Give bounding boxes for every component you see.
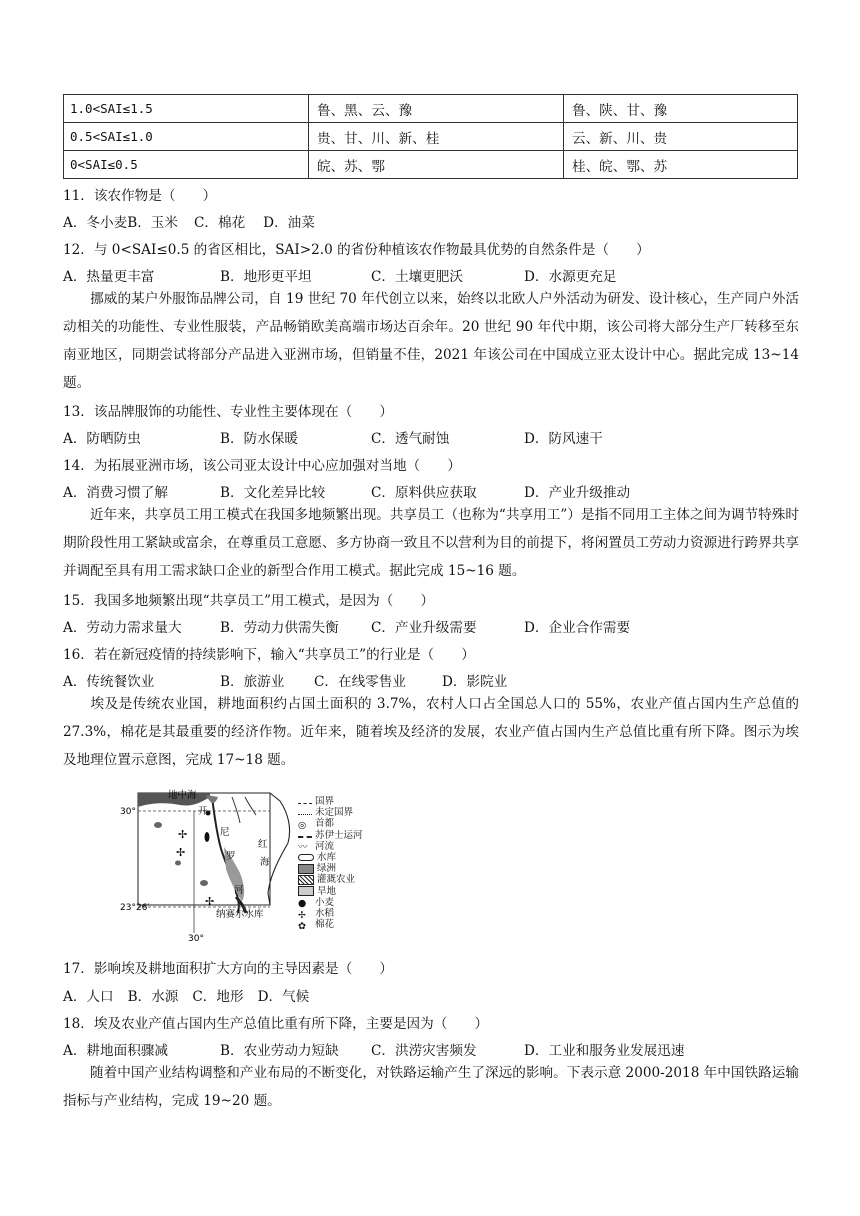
legend-label: 国界 xyxy=(315,796,335,807)
map-label-nile-2: 罗 xyxy=(226,851,236,862)
border-line-icon xyxy=(298,803,312,804)
irrigated-agriculture-icon xyxy=(298,875,314,885)
legend-item xyxy=(298,807,378,818)
option-c[interactable]: C．在线零售业 xyxy=(314,674,406,690)
province-cell: 皖、苏、鄂 xyxy=(309,151,564,179)
sai-range-cell: 0.5<SAI≤1.0 xyxy=(64,123,309,151)
option-d[interactable]: D．气候 xyxy=(257,989,310,1005)
legend-item xyxy=(298,919,378,930)
legend-label: 未定国界 xyxy=(315,807,354,819)
passage-text: 挪威的某户外服饰品牌公司，自 19 世纪 70 年代创立以来，始终以北欧人户外活动为研发、设计核心，生产同户外活动相关的功能性、专业性服装，产品畅销欧美高端市场达百余年。20 世纪 90 年代中期，该公司将大部分生产厂转移至东南亚地区，同期尝试将部分产品进入亚洲市场，但销量不佳，2021 年该公司在中国成立亚太设计中心。据此完成 13~14 题。 xyxy=(63,291,799,391)
question-12-stem: 12．与 0<SAI≤0.5 的省区相比，SAI>2.0 的省份种植该农作物最具优势的自然条件是（ ） xyxy=(63,242,650,258)
option-b[interactable]: B．旅游业 xyxy=(220,674,285,690)
wheat-icon xyxy=(205,832,210,842)
oasis xyxy=(200,880,208,886)
option-d[interactable]: D．防风速干 xyxy=(524,431,603,447)
option-d[interactable]: D．水源更充足 xyxy=(524,269,617,285)
option-a[interactable]: A．防晒防虫 xyxy=(63,431,141,447)
province-cell: 鲁、黑、云、豫 xyxy=(309,95,564,123)
passage-text: 随着中国产业结构调整和产业布局的不断变化，对铁路运输产生了深远的影响。下表示意 2000-2018 年中国铁路运输指标与产业结构，完成 19~20 题。 xyxy=(63,1065,799,1109)
option-b[interactable]: B．地形更平坦 xyxy=(220,269,312,285)
legend-label: 河流 xyxy=(315,840,335,852)
passage-egypt xyxy=(63,690,799,774)
map-label-lat-23: 23°26′ xyxy=(120,903,150,913)
option-c[interactable]: C．棉花 xyxy=(193,215,246,231)
map-label-cairo: 开 xyxy=(198,806,208,817)
legend-item xyxy=(298,796,378,807)
undetermined-border-icon xyxy=(298,814,312,815)
option-b[interactable]: B．水源 xyxy=(127,989,179,1005)
legend-label: 苏伊士运河 xyxy=(315,829,363,841)
question-17-options xyxy=(63,985,309,1005)
question-18-stem: 18．埃及农业产值占国内生产总值比重有所下降，主要是因为（ ） xyxy=(63,1016,489,1032)
question-13-stem: 13．该品牌服饰的功能性、专业性主要体现在（ ） xyxy=(63,404,393,420)
option-c[interactable]: C．产业升级需要 xyxy=(371,620,477,636)
suez-coast xyxy=(232,797,256,823)
question-15-stem: 15．我国多地频繁出现“共享员工”用工模式，是因为（ ） xyxy=(63,593,435,609)
capital-icon: ◎ xyxy=(298,820,307,831)
passage-text: 埃及是传统农业国，耕地面积约占国土面积的 3.7%，农村人口占全国总人口的 55%，农业产值占国内生产总值的 27.3%，棉花是其最重要的经济作物。近年来，随着埃及经济的发展，农业产值占国内生产总值比重有所下降。图示为埃及地理位置示意图，完成 17~18 题。 xyxy=(63,696,799,768)
legend-item xyxy=(298,908,378,919)
legend-label: 首都 xyxy=(315,818,335,830)
legend-label: 灌溉农业 xyxy=(317,874,356,886)
legend-label: 小麦 xyxy=(315,896,335,908)
nile-delta xyxy=(206,795,218,803)
legend-label: 绿洲 xyxy=(317,863,337,875)
passage-text: 近年来，共享员工用工模式在我国多地频繁出现。共享员工（也称为“共享用工”）是指不同用工主体之间为调节特殊时期阶段性用工紧缺或富余，在尊重员工意愿、多方协商一致且不以营利为目的前提下，将闲置员工劳动力资源进行跨界共享并调配至具有用工需求缺口企业的新型合作用工模式。据此完成 15~16 题。 xyxy=(63,507,799,579)
rice-icon: ✢ xyxy=(178,828,188,841)
option-b[interactable]: B．劳动力供需失衡 xyxy=(220,620,339,636)
map-label-lon-30: 30° xyxy=(188,934,204,943)
legend-item xyxy=(298,874,378,885)
map-label-red-2: 海 xyxy=(260,857,270,868)
province-cell: 云、新、川、贵 xyxy=(564,123,798,151)
option-b[interactable]: B．文化差异比较 xyxy=(220,485,326,501)
option-a[interactable]: A．传统餐饮业 xyxy=(63,674,155,690)
option-b[interactable]: B．防水保暖 xyxy=(220,431,298,447)
option-c[interactable]: C．土壤更肥沃 xyxy=(371,269,463,285)
option-c[interactable]: C．地形 xyxy=(192,989,244,1005)
legend-item xyxy=(298,830,378,841)
option-a[interactable]: A．冬小麦 xyxy=(63,215,128,231)
sai-range-cell: 0<SAI≤0.5 xyxy=(64,151,309,179)
sai-range-cell: 1.0<SAI≤1.5 xyxy=(64,95,309,123)
legend-item xyxy=(298,818,378,829)
map-legend xyxy=(298,796,378,930)
option-b[interactable]: B．玉米 xyxy=(127,215,178,231)
question-11-stem: 11．该农作物是（ ） xyxy=(63,188,217,204)
legend-item xyxy=(298,897,378,908)
map-label-lake-nasser: 纳赛尔水库 xyxy=(216,909,264,920)
question-18-options xyxy=(63,1039,684,1059)
option-a[interactable]: A．消费习惯了解 xyxy=(63,485,168,501)
option-d[interactable]: D．影院业 xyxy=(442,674,508,690)
oasis-icon xyxy=(298,864,314,874)
sai-table xyxy=(63,94,798,179)
option-b[interactable]: B．农业劳动力短缺 xyxy=(220,1043,339,1059)
legend-item xyxy=(298,886,378,897)
province-cell: 桂、皖、鄂、苏 xyxy=(564,151,798,179)
option-d[interactable]: D．产业升级推动 xyxy=(524,485,631,501)
map-label-mediterranean: 地中海 xyxy=(168,790,197,801)
question-17-stem: 17．影响埃及耕地面积扩大方向的主导因素是（ ） xyxy=(63,961,393,977)
canal-icon xyxy=(298,836,312,838)
table-row xyxy=(64,151,798,179)
table-row xyxy=(64,95,798,123)
question-13-options xyxy=(63,427,603,447)
province-cell: 贵、甘、川、新、桂 xyxy=(309,123,564,151)
map-label-red-1: 红 xyxy=(258,839,268,850)
option-a[interactable]: A．人口 xyxy=(63,989,114,1005)
option-c[interactable]: C．洪涝灾害频发 xyxy=(371,1043,477,1059)
map-label-lat-30: 30° xyxy=(120,807,136,817)
question-12-options xyxy=(63,265,616,285)
question-11-options xyxy=(63,211,315,231)
province-cell: 鲁、陕、甘、豫 xyxy=(564,95,798,123)
river-icon: 〰 xyxy=(298,842,308,854)
rice-icon: ✢ xyxy=(205,895,215,908)
question-16-stem: 16．若在新冠疫情的持续影响下，输入“共享员工”的行业是（ ） xyxy=(63,647,475,663)
option-c[interactable]: C．原料供应获取 xyxy=(371,485,477,501)
option-d[interactable]: D．企业合作需要 xyxy=(524,620,631,636)
rice-icon: ✢ xyxy=(298,909,306,921)
passage-shared-employees xyxy=(63,501,799,585)
option-a[interactable]: A．劳动力需求量大 xyxy=(63,620,182,636)
table-row xyxy=(64,123,798,151)
option-c[interactable]: C．透气耐蚀 xyxy=(371,431,450,447)
reservoir-icon xyxy=(298,854,314,861)
option-d[interactable]: D．油菜 xyxy=(263,215,315,231)
legend-label: 水稻 xyxy=(315,908,335,920)
dryland-icon xyxy=(298,886,314,896)
red-sea-coast xyxy=(268,793,290,905)
cotton-icon: ✿ xyxy=(298,920,306,932)
passage-norway-brand xyxy=(63,285,799,397)
question-14-options xyxy=(63,481,630,501)
passage-railway xyxy=(63,1059,799,1115)
legend-item xyxy=(298,863,378,874)
legend-label: 旱地 xyxy=(317,885,337,897)
map-label-nile-3: 河 xyxy=(234,885,244,896)
legend-label: 水库 xyxy=(317,852,337,864)
option-d[interactable]: D．工业和服务业发展迅速 xyxy=(524,1043,685,1059)
option-a[interactable]: A．耕地面积骤减 xyxy=(63,1043,168,1059)
question-14-stem: 14．为拓展亚洲市场，该公司亚太设计中心应加强对当地（ ） xyxy=(63,458,461,474)
rice-icon: ✢ xyxy=(176,846,186,859)
map-label-nile-1: 尼 xyxy=(220,827,230,838)
oasis xyxy=(175,861,181,866)
question-15-options xyxy=(63,616,630,636)
question-16-options xyxy=(63,670,507,690)
option-a[interactable]: A．热量更丰富 xyxy=(63,269,155,285)
legend-label: 棉花 xyxy=(315,919,335,931)
wheat-icon: ● xyxy=(298,898,307,910)
legend-item xyxy=(298,852,378,863)
oasis xyxy=(154,822,162,828)
legend-item xyxy=(298,841,378,852)
